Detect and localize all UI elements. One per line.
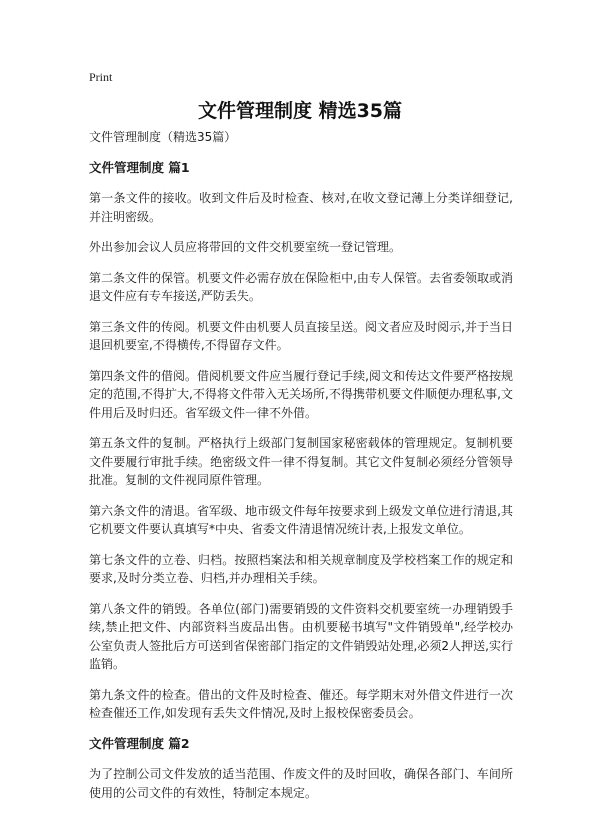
paragraph: 外出参加会议人员应将带回的文件交机要室统一登记管理。 [89,240,402,254]
paragraph: 第八条文件的销毁。各单位(部门)需要销毁的文件资料交机要室统一办理销毁手续,禁止把文件、内部资料当废品出售。由机要秘书填写"文件销毁单",经学校办公室负责人签批后方可送到省保密部门指定的文件销毁站处理,必须2人押送,实行监销。 [89,601,513,671]
paragraph: 第二条文件的保管。机要文件必需存放在保险柜中,由专人保管。去省委领取或消退文件应有专车接送,严防丢失。 [89,270,513,303]
paragraph: 第一条文件的接收。收到文件后及时检查、核对,在收文登记薄上分类详细登记,并注明密级。 [89,191,513,224]
paragraph: 第九条文件的检查。借出的文件及时检查、催还。每学期末对外借文件进行一次检查催还工作,如发现有丢失文件情况,及时上报校保密委员会。 [89,687,513,720]
section-heading: 文件管理制度 篇2 [89,735,190,751]
paragraph: 第四条文件的借阅。借阅机要文件应当履行登记手续,阅文和传达文件要严格按规定的范围,不得扩大,不得将文件带入无关场所,不得携带机要文件顺便办理私事,文件用后及时归还。省军级文件一律不外借。 [89,368,513,420]
document-body [89,128,513,814]
paragraph: 第三条文件的传阅。机要文件由机要人员直接呈送。阅文者应及时阅示,并于当日退回机要室,不得横传,不得留存文件。 [89,319,513,352]
paragraph: 为了控制公司文件发放的适当范围、作废文件的及时回收，确保各部门、车间所使用的公司文件的有效性，特制定本规定。 [89,767,513,800]
paragraph: 第五条文件的复制。严格执行上级部门复制国家秘密载体的管理规定。复制机要文件要履行审批手续。绝密级文件一律不得复制。其它文件复制必须经分管领导批准。复制的文件视同原件管理。 [89,436,513,487]
paragraph: 第七条文件的立卷、归档。按照档案法和相关规章制度及学校档案工作的规定和要求,及时分类立卷、归档,并办理相关手续。 [89,552,513,585]
print-link[interactable]: Print [89,70,113,84]
paragraph: 第六条文件的清退。省军级、地市级文件每年按要求到上级发文单位进行清退,其它机要文件要认真填写*中央、省委文件清退情况统计表,上报发文单位。 [89,503,513,536]
section-heading: 文件管理制度 篇1 [89,159,190,175]
page-title: 文件管理制度 精选35篇 [197,100,403,122]
document-subtitle: 文件管理制度（精选35篇） [89,130,237,144]
